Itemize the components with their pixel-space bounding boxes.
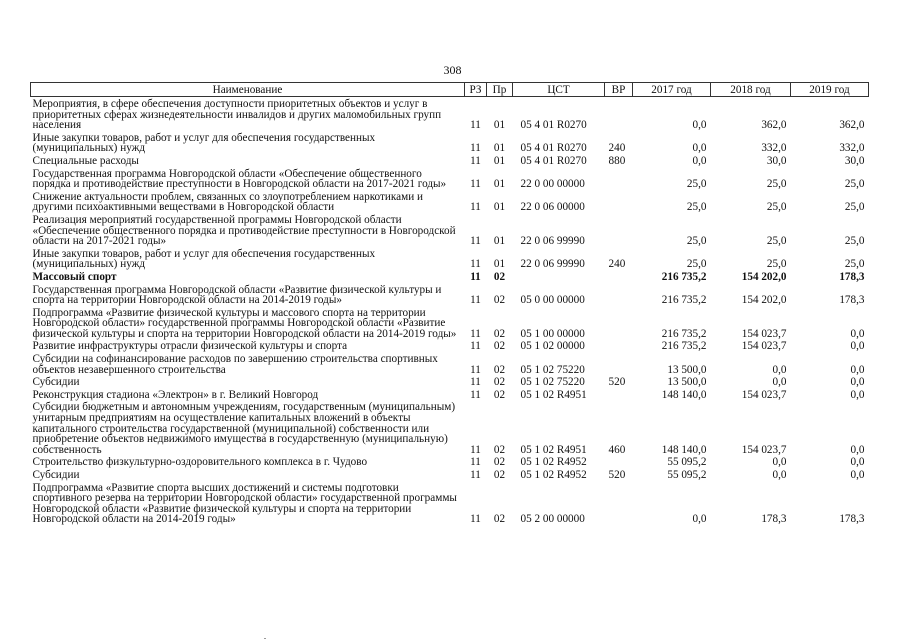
- row-vr: [605, 306, 633, 340]
- table-row: [31, 306, 869, 340]
- row-2019: 25,0: [844, 235, 865, 248]
- row-name: Массовый спорт: [32, 270, 117, 283]
- row-2018: 25,0: [766, 201, 787, 214]
- row-pr: 02: [493, 327, 506, 340]
- row-pr: 01: [493, 258, 506, 271]
- header-rz: РЗ: [465, 83, 487, 97]
- row-2017: 0,0: [692, 142, 707, 155]
- row-name: Реализация мероприятий государственной программы Новгородской области «Обеспечение общественного порядка и противодействие преступности в Новгородской области на 2017-2021 годы»: [32, 213, 456, 248]
- row-vr: 880: [608, 154, 626, 167]
- row-2017: 13 500,0: [667, 376, 707, 389]
- row-rz: 11: [470, 376, 481, 389]
- row-2019: 362,0: [839, 119, 865, 132]
- row-2018: 332,0: [761, 142, 787, 155]
- row-2019: 0,0: [850, 340, 865, 353]
- row-2017: 216 735,2: [661, 294, 707, 307]
- row-name: Субсидии: [32, 376, 80, 389]
- row-pr: 02: [493, 340, 506, 353]
- row-2018: 154 202,0: [741, 294, 787, 307]
- table-row: [31, 247, 869, 270]
- row-2018: 0,0: [772, 376, 787, 389]
- row-2017: 25,0: [686, 258, 707, 271]
- header-vr: ВР: [605, 83, 633, 97]
- row-pr: 01: [493, 201, 506, 214]
- row-rz: 11: [470, 513, 481, 526]
- row-pr: 02: [493, 376, 506, 389]
- row-2018: 154 202,0: [741, 270, 787, 283]
- header-2017: 2017 год: [633, 83, 711, 97]
- row-rz: 11: [470, 178, 481, 191]
- row-2019: 0,0: [850, 388, 865, 401]
- row-cst: 05 4 01 R0270: [520, 142, 587, 155]
- row-2019: 25,0: [844, 258, 865, 271]
- row-2017: 148 140,0: [661, 443, 707, 456]
- row-2017: 0,0: [692, 513, 707, 526]
- row-name: Специальные расходы: [32, 154, 139, 167]
- row-2017: 148 140,0: [661, 388, 707, 401]
- row-2017: 25,0: [686, 178, 707, 191]
- table-row: [31, 213, 869, 247]
- row-2018: 154 023,7: [741, 327, 787, 340]
- table-row: [31, 283, 869, 306]
- row-rz: 11: [470, 469, 481, 481]
- row-vr: [605, 97, 633, 131]
- row-rz: 11: [470, 340, 481, 353]
- row-rz: 11: [470, 363, 481, 376]
- row-vr: 520: [608, 376, 626, 389]
- row-name: Подпрограмма «Развитие спорта высших достижений и системы подготовки спортивного резерва на территории Новгородской области» государственной программы Новгородской области «Развитие физической культуры и спорта на территории Новгородской области на 2014-2019 годы»: [32, 481, 457, 526]
- row-vr: [605, 481, 633, 525]
- row-vr: [605, 352, 633, 375]
- row-2017: 216 735,2: [661, 327, 707, 340]
- row-2019: 0,0: [850, 327, 865, 340]
- row-rz: 11: [470, 154, 481, 167]
- row-2017: 0,0: [692, 119, 707, 132]
- row-2019: 0,0: [850, 363, 865, 376]
- row-pr: 01: [493, 142, 506, 155]
- row-rz: 11: [470, 294, 481, 307]
- header-pr: Пр: [487, 83, 513, 97]
- row-2017: 55 095,2: [667, 456, 707, 469]
- table-row: [31, 352, 869, 375]
- row-cst: 22 0 06 99990: [520, 235, 585, 248]
- table-row: [31, 167, 869, 190]
- row-cst: 05 1 02 R4951: [520, 388, 587, 401]
- row-name: Иные закупки товаров, работ и услуг для обеспечения государственных (муниципальных) нужд: [32, 131, 376, 155]
- row-2018: 25,0: [766, 258, 787, 271]
- row-2019: 0,0: [850, 376, 865, 389]
- table-row: [31, 400, 869, 455]
- row-2018: 0,0: [772, 363, 787, 376]
- row-name: Мероприятия, в сфере обеспечения доступности приоритетных объектов и услуг в приоритетных сферах жизнедеятельности инвалидов и других маломобильных групп населения: [32, 98, 442, 132]
- table-row: [31, 388, 869, 401]
- row-2019: 332,0: [839, 142, 865, 155]
- table-row: [31, 270, 869, 283]
- row-cst: 22 0 06 99990: [520, 258, 585, 271]
- row-vr: [605, 213, 633, 247]
- row-pr: 02: [493, 469, 506, 481]
- row-vr: 240: [608, 258, 626, 271]
- row-vr: [605, 190, 633, 213]
- row-2019: 0,0: [850, 443, 865, 456]
- row-2019: 178,3: [839, 270, 865, 283]
- row-2019: 178,3: [839, 294, 865, 307]
- row-name: Иные закупки товаров, работ и услуг для обеспечения государственных (муниципальных) нужд: [32, 247, 376, 271]
- row-2017: 13 500,0: [667, 363, 707, 376]
- table-body: [31, 97, 869, 525]
- row-name: Снижение актуальности проблем, связанных со злоупотреблением наркотиками и другими психоактивными веществами в Новгородской области: [32, 190, 423, 214]
- header-2019: 2019 год: [791, 83, 869, 97]
- row-cst: 22 0 00 00000: [520, 178, 585, 191]
- row-cst: 05 1 00 00000: [520, 327, 585, 340]
- row-2019: 25,0: [844, 201, 865, 214]
- row-2018: 0,0: [772, 469, 787, 481]
- row-pr: 02: [493, 270, 506, 283]
- row-cst: 05 1 02 00000: [520, 340, 585, 353]
- row-name: Субсидии на софинансирование расходов по завершению строительства спортивных объектов незавершенного строительства: [32, 353, 438, 376]
- row-rz: 11: [470, 258, 481, 271]
- row-rz: 11: [470, 119, 481, 132]
- row-name: Субсидии: [32, 469, 80, 481]
- table-row: [31, 131, 869, 154]
- row-pr: 02: [493, 443, 506, 456]
- row-2017: 216 735,2: [661, 270, 707, 283]
- row-2019: 0,0: [850, 456, 865, 469]
- row-vr: 240: [608, 142, 626, 155]
- row-cst: 05 4 01 R0270: [520, 154, 587, 167]
- table-header-row: [31, 83, 869, 97]
- row-2018: 0,0: [772, 456, 787, 469]
- table-row: [31, 339, 869, 352]
- row-2019: 0,0: [850, 469, 865, 481]
- header-cst: ЦСТ: [513, 83, 605, 97]
- row-2017: 25,0: [686, 201, 707, 214]
- row-cst: 05 1 02 R4952: [520, 456, 587, 469]
- row-cst: 05 2 00 00000: [520, 513, 585, 526]
- row-name: Государственная программа Новгородской области «Обеспечение общественного порядка и противодействие преступности в Новгородской области на 2017-2021 годы»: [32, 167, 447, 191]
- table-row: [31, 455, 869, 468]
- row-vr: [605, 283, 633, 306]
- row-2018: 154 023,7: [741, 340, 787, 353]
- row-vr: [605, 270, 633, 283]
- row-pr: 01: [493, 235, 506, 248]
- row-2018: 30,0: [766, 154, 787, 167]
- row-name: Субсидии бюджетным и автономным учреждениям, государственным (муниципальным) унитарным предприятиям на осуществление капитальных вложений в объекты капитального строительства государственной (муниципальной) собственности или приобретение объектов недвижимого имущества в государственную (муниципальную) собственность: [32, 401, 456, 456]
- row-2018: 362,0: [761, 119, 787, 132]
- row-cst: 05 1 02 75220: [520, 376, 585, 389]
- row-name: Реконструкция стадиона «Электрон» в г. Великий Новгород: [32, 388, 319, 401]
- row-cst: 22 0 06 00000: [520, 201, 585, 214]
- row-cst: 05 4 01 R0270: [520, 119, 587, 132]
- scan-dot: [264, 638, 266, 639]
- row-pr: 02: [493, 513, 506, 526]
- table-row: [31, 97, 869, 131]
- row-vr: [605, 167, 633, 190]
- row-2018: 154 023,7: [741, 388, 787, 401]
- row-name: Развитие инфраструктуры отрасли физической культуры и спорта: [32, 340, 348, 353]
- row-pr: 02: [493, 388, 506, 401]
- row-cst: 05 1 02 R4951: [520, 443, 587, 456]
- row-rz: 11: [470, 235, 481, 248]
- row-vr: 460: [608, 443, 626, 456]
- row-2017: 216 735,2: [661, 340, 707, 353]
- row-pr: 02: [493, 456, 506, 469]
- row-vr: [605, 455, 633, 468]
- row-2017: 55 095,2: [667, 469, 707, 481]
- row-2018: 25,0: [766, 235, 787, 248]
- row-rz: 11: [470, 201, 481, 214]
- row-cst: 05 1 02 R4952: [520, 469, 587, 481]
- table-row: [31, 154, 869, 167]
- row-cst: [513, 270, 605, 283]
- row-name: Государственная программа Новгородской области «Развитие физической культуры и спорта на территории Новгородской области на 2014-2019 годы»: [32, 283, 442, 307]
- row-2017: 25,0: [686, 235, 707, 248]
- row-vr: 520: [608, 469, 626, 481]
- row-2019: 25,0: [844, 178, 865, 191]
- table-row: [31, 468, 869, 481]
- row-rz: 11: [470, 388, 481, 401]
- table-row: [31, 481, 869, 525]
- row-rz: 11: [470, 456, 481, 469]
- table-row: [31, 375, 869, 388]
- row-rz: 11: [470, 443, 481, 456]
- row-2018: 178,3: [761, 513, 787, 526]
- row-pr: 01: [493, 119, 506, 132]
- row-pr: 01: [493, 178, 506, 191]
- row-pr: 02: [493, 363, 506, 376]
- row-2019: 178,3: [839, 513, 865, 526]
- row-cst: 05 1 02 75220: [520, 363, 585, 376]
- row-rz: 11: [470, 270, 481, 283]
- row-name: Подпрограмма «Развитие физической культуры и массового спорта на территории Новгородской области» государственной программы Новгородской области «Развитие физической культуры и спорта на территории Новгородской области на 2014-2019 годы»: [32, 306, 457, 340]
- row-vr: [605, 339, 633, 352]
- row-2018: 154 023,7: [741, 443, 787, 456]
- header-name: Наименование: [31, 83, 465, 97]
- table-row: [31, 190, 869, 213]
- header-2018: 2018 год: [711, 83, 791, 97]
- row-rz: 11: [470, 142, 481, 155]
- row-2018: 25,0: [766, 178, 787, 191]
- row-rz: 11: [470, 327, 481, 340]
- row-vr: [605, 388, 633, 401]
- row-pr: 01: [493, 154, 506, 167]
- budget-table: [30, 82, 869, 525]
- row-name: Строительство физкультурно-оздоровительного комплекса в г. Чудово: [32, 456, 368, 469]
- row-2019: 30,0: [844, 154, 865, 167]
- page-number: 308: [443, 63, 462, 77]
- row-cst: 05 0 00 00000: [520, 294, 585, 307]
- row-2017: 0,0: [692, 154, 707, 167]
- row-pr: 02: [493, 294, 506, 307]
